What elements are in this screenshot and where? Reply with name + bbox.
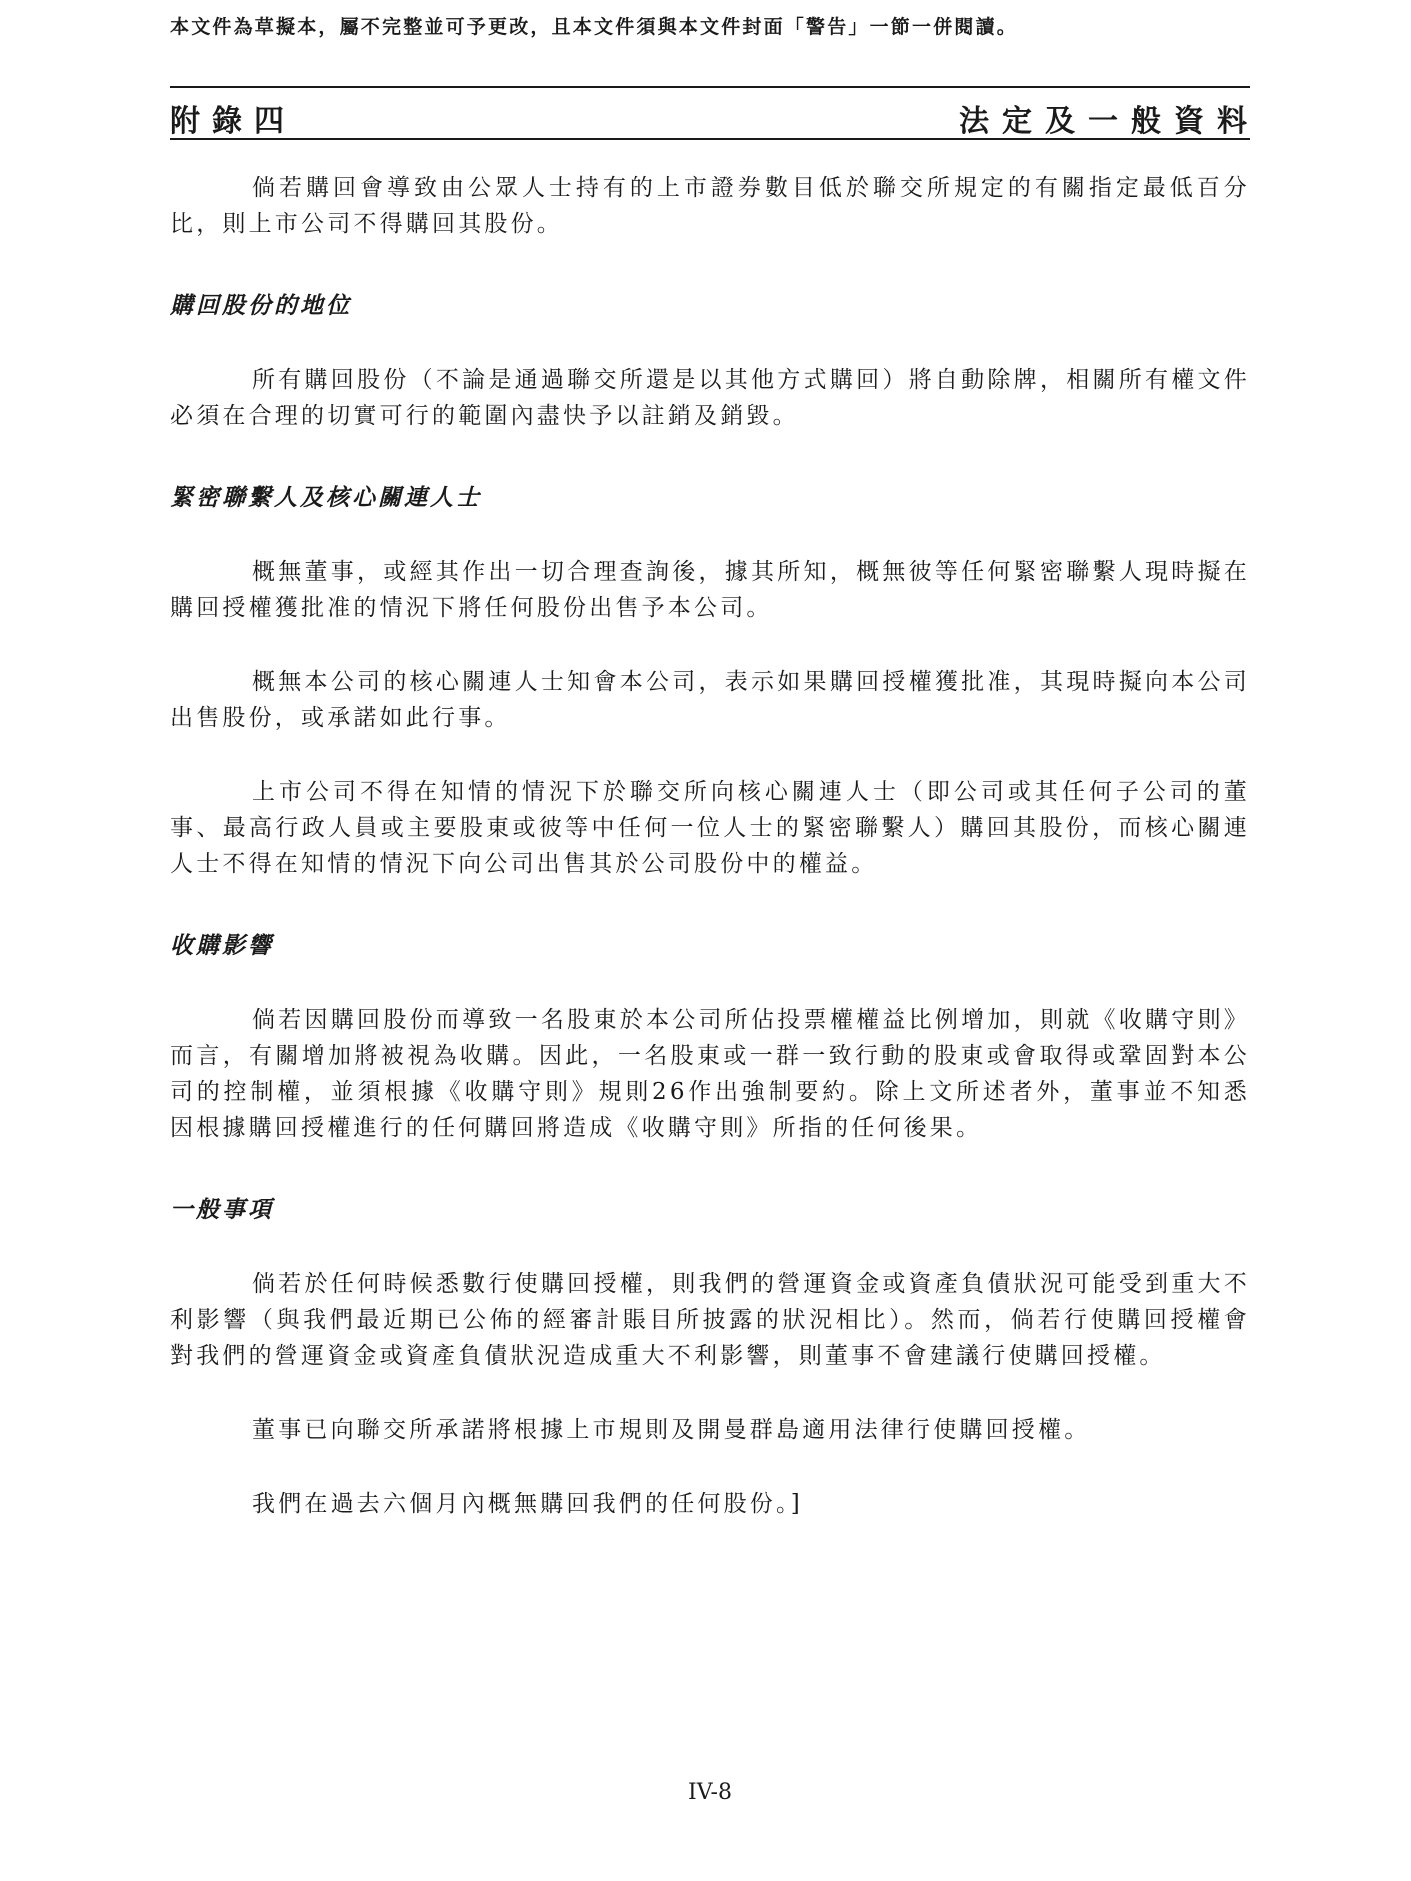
page-number: IV-8 bbox=[688, 1780, 732, 1805]
heading-close-associates: 緊密聯繫人及核心關連人士 bbox=[170, 484, 482, 511]
heading-general: 一般事項 bbox=[170, 1196, 274, 1223]
heading-takeovers-implications: 收購影響 bbox=[170, 932, 274, 959]
appendix-header bbox=[170, 86, 1260, 140]
section-title: 法定及一般資料 bbox=[959, 104, 1260, 139]
paragraph-delisting: 所有購回股份（不論是通過聯交所還是以其他方式購回）將自動除牌，相關所有權文件必須在合理的切實可行的範圍內盡快予以註銷及銷毀。 bbox=[170, 367, 1250, 429]
paragraph-public-float: 倘若購回會導致由公眾人士持有的上市證券數目低於聯交所規定的有關指定最低百分比，則上市公司不得購回其股份。 bbox=[170, 175, 1250, 237]
paragraph-undertaking: 董事已向聯交所承諾將根據上市規則及開曼群島適用法律行使購回授權。 bbox=[252, 1417, 1091, 1443]
paragraph-no-repurchases: 我們在過去六個月內概無購回我們的任何股份。] bbox=[252, 1491, 803, 1517]
document-body bbox=[170, 170, 1250, 1522]
document-page bbox=[170, 0, 1260, 1881]
appendix-label: 附錄四 bbox=[170, 104, 296, 139]
paragraph-takeovers-code: 倘若因購回股份而導致一名股東於本公司所佔投票權權益比例增加，則就《收購守則》而言，有關增加將被視為收購。因此，一名股東或一群一致行動的股東或會取得或鞏固對本公司的控制權，並須根據《收購守則》規則26作出強制要約。除上文所述者外，董事並不知悉因根據購回授權進行的任何購回將造成《收購守則》所指的任何後果。 bbox=[170, 1007, 1250, 1141]
paragraph-working-capital: 倘若於任何時候悉數行使購回授權，則我們的營運資金或資產負債狀況可能受到重大不利影響（與我們最近期已公佈的經審計賬目所披露的狀況相比）。然而，倘若行使購回授權會對我們的營運資金或資產負債狀況造成重大不利影響，則董事不會建議行使購回授權。 bbox=[170, 1271, 1250, 1369]
heading-status-of-repurchased-shares: 購回股份的地位 bbox=[170, 292, 352, 319]
paragraph-core-connected-persons: 概無本公司的核心關連人士知會本公司，表示如果購回授權獲批准，其現時擬向本公司出售股份，或承諾如此行事。 bbox=[170, 669, 1250, 731]
draft-warning-banner: 本文件為草擬本，屬不完整並可予更改，且本文件須與本文件封面「警告」一節一併閱讀。 bbox=[170, 16, 1019, 38]
paragraph-directors-intention: 概無董事，或經其作出一切合理查詢後，據其所知，概無彼等任何緊密聯繫人現時擬在購回授權獲批准的情況下將任何股份出售予本公司。 bbox=[170, 559, 1250, 621]
paragraph-listing-prohibition: 上市公司不得在知情的情況下於聯交所向核心關連人士（即公司或其任何子公司的董事、最高行政人員或主要股東或彼等中任何一位人士的緊密聯繫人）購回其股份，而核心關連人士不得在知情的情況下向公司出售其於公司股份中的權益。 bbox=[170, 779, 1250, 877]
